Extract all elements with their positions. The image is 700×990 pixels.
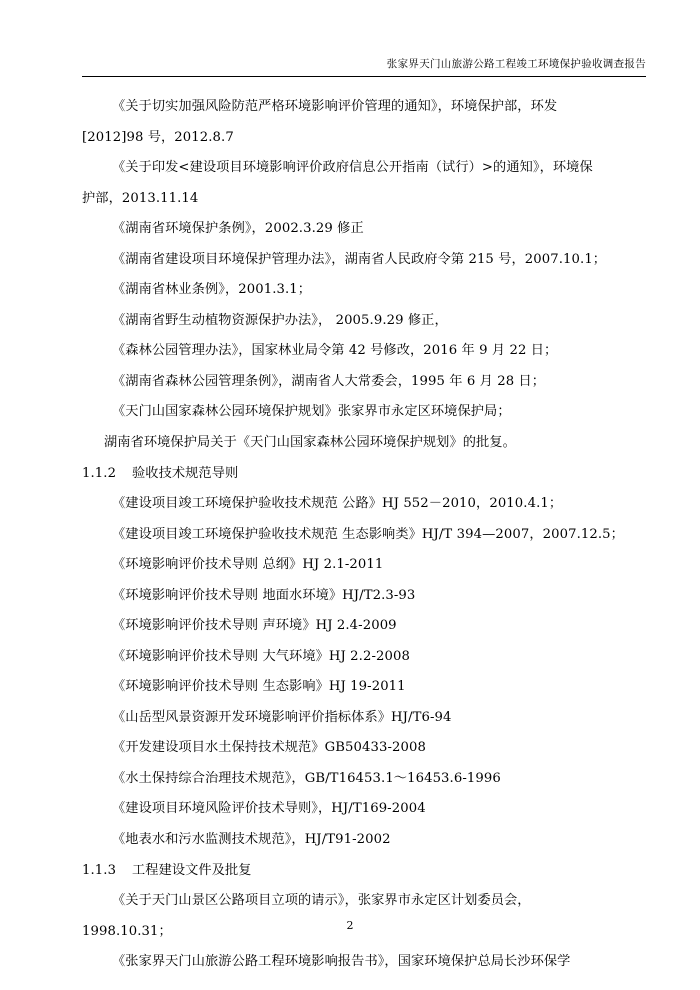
body-line: 1998.10.31； xyxy=(82,923,172,939)
body-line: 《地表水和污水监测技术规范》，HJ/T91-2002 xyxy=(112,831,391,847)
body-line: 《山岳型风景资源开发环境影响评价指标体系》HJ/T6-94 xyxy=(112,709,452,725)
body-line: 《关于印发<建设项目环境影响评价政府信息公开指南（试行）>的通知》，环境保 xyxy=(112,160,593,175)
body-line: [2012]98 号，2012.8.7 xyxy=(82,129,234,145)
body-line: 《湖南省环境保护条例》，2002.3.29 修正 xyxy=(112,221,364,236)
section-title: 工程建设文件及批复 xyxy=(132,863,252,878)
body-line: 《环境影响评价技术导则 地面水环境》HJ/T2.3-93 xyxy=(112,587,416,603)
body-line: 《环境影响评价技术导则 声环境》HJ 2.4-2009 xyxy=(112,618,397,633)
body-line: 《湖南省建设项目环境保护管理办法》，湖南省人民政府令第 215 号，2007.10.1； xyxy=(112,251,607,267)
body-line: 《环境影响评价技术导则 大气环境》HJ 2.2-2008 xyxy=(112,648,410,664)
section-number: 1.1.2 xyxy=(82,466,117,481)
page-number: 2 xyxy=(346,919,354,932)
body-line: 《森林公园管理办法》，国家林业局令第 42 号修改，2016 年 9 月 22 日； xyxy=(112,343,558,358)
page-header: 张家界天门山旅游公路工程竣工环境保护验收调查报告 xyxy=(386,58,646,70)
body-line: 《湖南省野生动植物资源保护办法》， 2005.9.29 修正， xyxy=(112,312,448,328)
body-line: 《湖南省森林公园管理条例》，湖南省人大常委会，1995 年 6 月 28 日； xyxy=(112,373,546,389)
section-number: 1.1.3 xyxy=(82,863,117,878)
body-line: 湖南省环境保护局关于《天门山国家森林公园环境保护规划》的批复。 xyxy=(104,434,516,450)
section-heading xyxy=(82,458,648,489)
body-line: 《关于天门山景区公路项目立项的请示》，张家界市永定区计划委员会， xyxy=(112,893,531,908)
body-line: 《建设项目竣工环境保护验收技术规范 公路》HJ 552－2010，2010.4.1； xyxy=(112,496,563,511)
body-line: 《环境影响评价技术导则 生态影响》HJ 19-2011 xyxy=(112,679,406,694)
header-divider xyxy=(82,76,646,77)
body-line: 《建设项目环境风险评价技术导则》，HJ/T169-2004 xyxy=(112,801,426,816)
body-line: 《环境影响评价技术导则 总纲》HJ 2.1-2011 xyxy=(112,557,384,572)
section-title: 验收技术规范导则 xyxy=(132,466,239,481)
body-line: 《天门山国家森林公园环境保护规划》张家界市永定区环境保护局； xyxy=(112,404,511,419)
body-line: 护部，2013.11.14 xyxy=(82,190,199,206)
document-body xyxy=(82,92,648,978)
body-line: 《建设项目竣工环境保护验收技术规范 生态影响类》HJ/T 394—2007，2007.12.5； xyxy=(112,526,624,542)
body-line: 《开发建设项目水土保持技术规范》GB50433-2008 xyxy=(112,740,426,755)
body-line: 《关于切实加强风险防范严格环境影响评价管理的通知》，环境保护部，环发 xyxy=(112,99,558,114)
section-heading xyxy=(82,855,648,886)
body-line: 《水土保持综合治理技术规范》，GB/T16453.1～16453.6-1996 xyxy=(112,770,501,786)
body-line: 《张家界天门山旅游公路工程环境影响报告书》，国家环境保护总局长沙环保学 xyxy=(112,954,571,969)
body-line: 《湖南省林业条例》，2001.3.1； xyxy=(112,282,312,297)
